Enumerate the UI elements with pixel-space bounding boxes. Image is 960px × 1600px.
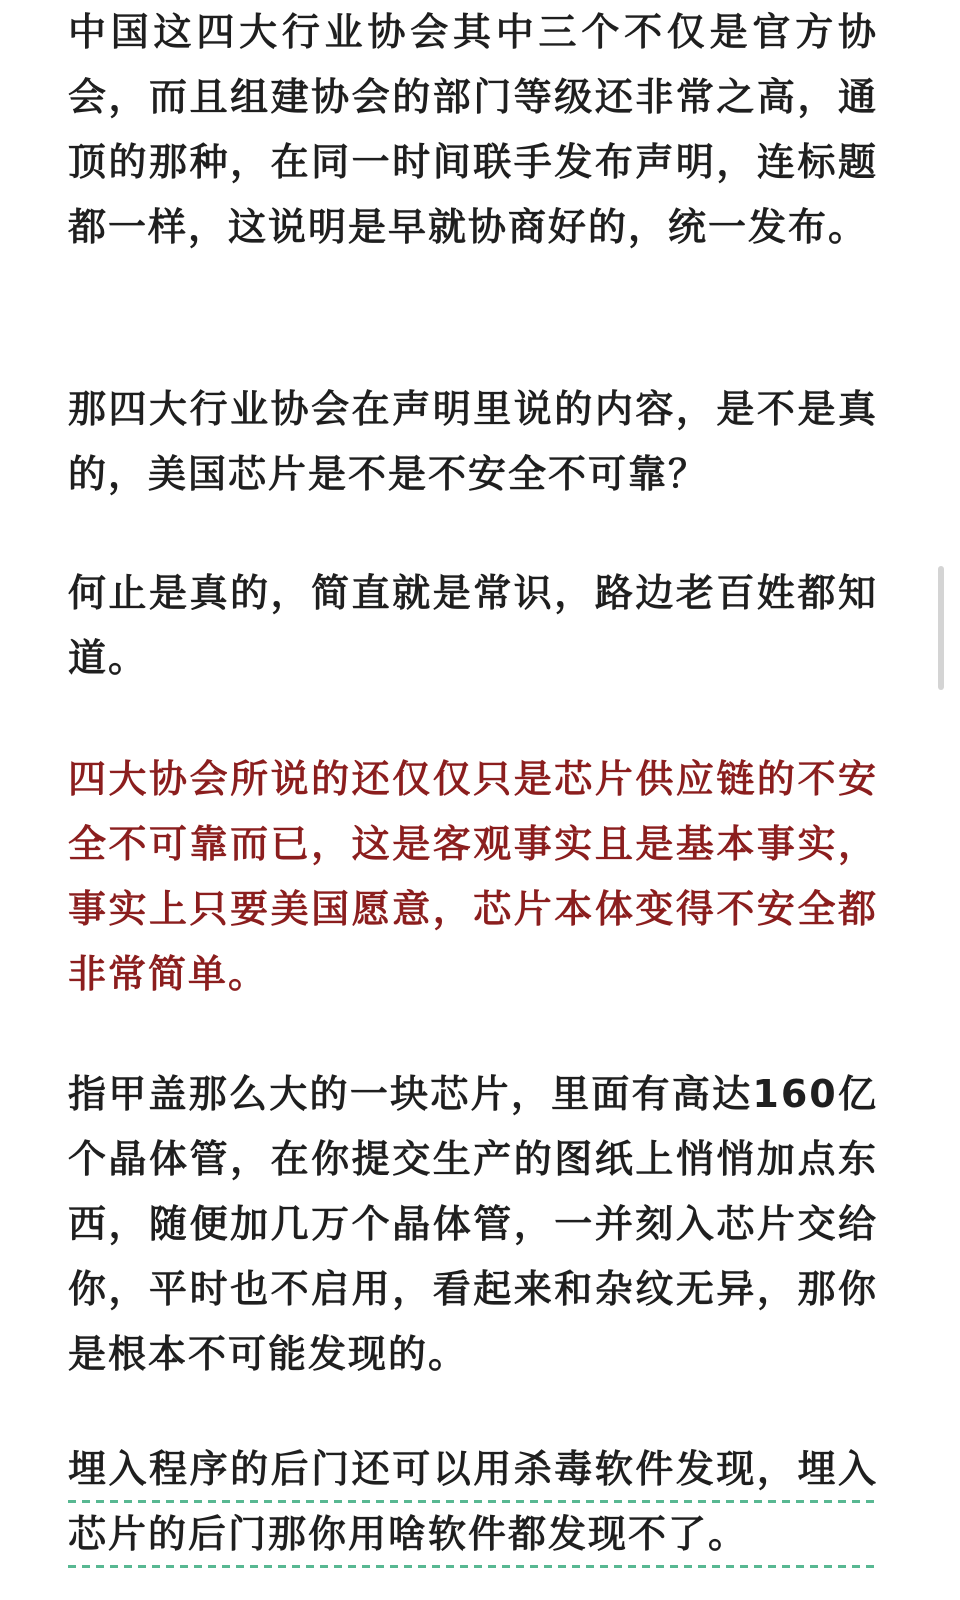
scrollbar-thumb[interactable]	[938, 566, 944, 690]
article-paragraph-4-highlighted: 四大协会所说的还仅仅只是芯片供应链的不安全不可靠而已，这是客观事实且是基本事实，事实上只要美国愿意，芯片本体变得不安全都非常简单。	[68, 757, 878, 996]
article-paragraph-1: 中国这四大行业协会其中三个不仅是官方协会，而且组建协会的部门等级还非常之高，通顶的那种，在同一时间联手发布声明，连标题都一样，这说明是早就协商好的，统一发布。	[68, 10, 878, 249]
article-paragraph-5: 指甲盖那么大的一块芯片，里面有高达160亿个晶体管，在你提交生产的图纸上悄悄加点东西，随便加几万个晶体管，一并刻入芯片交给你，平时也不启用，看起来和杂纹无异，那你是根本不可能发现的。	[68, 1072, 878, 1376]
article-paragraph-6-underlined: 埋入程序的后门还可以用杀毒软件发现，埋入芯片的后门那你用啥软件都发现不了。	[68, 1447, 878, 1556]
article-paragraph-3: 何止是真的，简直就是常识，路边老百姓都知道。	[68, 571, 878, 680]
dashed-underline	[68, 1500, 878, 1503]
dashed-underline	[68, 1565, 878, 1568]
article-paragraph-2: 那四大行业协会在声明里说的内容，是不是真的，美国芯片是不是不安全不可靠？	[68, 387, 878, 496]
